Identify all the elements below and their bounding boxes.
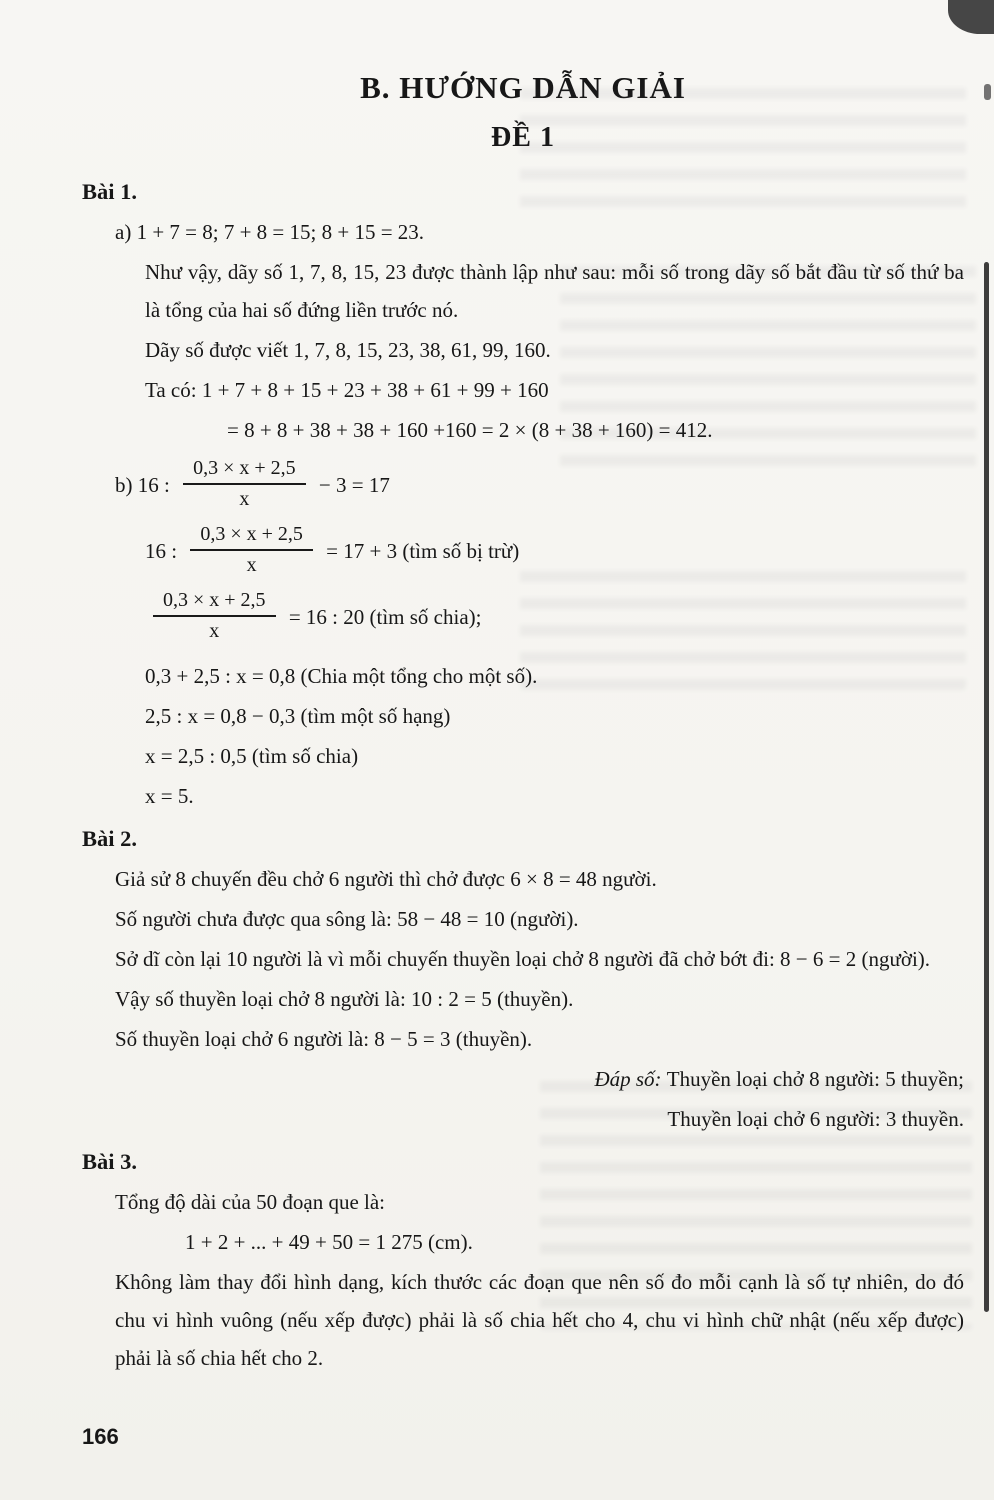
text-line	[82, 253, 964, 329]
text-run: Thuyền loại chở 8 người: 5 thuyền;	[666, 1067, 964, 1091]
text-run: Số thuyền loại chở 6 người là: 8 − 5 = 3 (thuyền).	[115, 1027, 533, 1051]
fraction-denominator: x	[190, 549, 313, 578]
text-line	[82, 657, 964, 695]
text-line	[82, 591, 964, 647]
text-run: Vậy số thuyền loại chở 8 người là: 10 : 2 = 5 (thuyền).	[115, 987, 574, 1011]
text-run: 1 + 2 + ... + 49 + 50 = 1 275 (cm).	[185, 1230, 473, 1254]
text-line	[82, 860, 964, 898]
text-line	[82, 777, 964, 815]
text-run: Không làm thay đổi hình dạng, kích thước các đoạn que nên số đo mỗi cạnh là số tự nhiên, do đó chu vi hình vuông (nếu xếp được) phải là số chia hết cho 4, chu vi hình chữ nhật (nếu xếp được) phải là số chia hết cho 2.	[115, 1270, 964, 1370]
text-line	[82, 459, 964, 515]
page-number: 166	[82, 1424, 119, 1449]
section-heading: Bài 2.	[82, 826, 138, 851]
text-line	[82, 1223, 964, 1261]
text-run: x = 5.	[145, 784, 194, 808]
scan-edge-line	[984, 262, 989, 1312]
text-run: Ta có: 1 + 7 + 8 + 15 + 23 + 38 + 61 + 99 + 160	[145, 378, 549, 402]
section-heading: Bài 3.	[82, 1149, 138, 1174]
text-run: x = 2,5 : 0,5 (tìm số chia)	[145, 744, 359, 768]
fraction-numerator: 0,3 × x + 2,5	[163, 589, 266, 611]
text-line	[82, 697, 964, 735]
fraction-numerator: 0,3 × x + 2,5	[200, 523, 303, 545]
text-run: 2,5 : x = 0,8 − 0,3 (tìm một số hạng)	[145, 704, 451, 728]
text-run: Dãy số được viết 1, 7, 8, 15, 23, 38, 61, 99, 160.	[145, 338, 551, 362]
text-run: Giả sử 8 chuyến đều chở 6 người thì chở được 6 × 8 = 48 người.	[115, 867, 657, 891]
text-run: Như vậy, dãy số 1, 7, 8, 15, 23 được thành lập như sau: mỗi số trong dãy số bắt đầu từ số thứ ba là tổng của hai số đứng liền trước nó.	[145, 260, 964, 322]
text-run: Sở dĩ còn lại 10 người là vì mỗi chuyến thuyền loại chở 8 người đã chở bớt đi: 8 − 6 = 2 (người).	[115, 947, 931, 971]
text-line	[82, 213, 964, 251]
text-line	[82, 1020, 964, 1058]
fraction	[153, 588, 276, 644]
text-run: Thuyền loại chở 6 người: 3 thuyền.	[667, 1107, 964, 1131]
page-subtitle: ĐỀ 1	[491, 122, 555, 153]
text-run: Tổng độ dài của 50 đoạn que là:	[115, 1190, 386, 1214]
scan-edge-mark	[984, 84, 991, 100]
text-line	[82, 411, 964, 449]
text-line	[82, 371, 964, 409]
document-body	[82, 174, 964, 1377]
text-run: 0,3 + 2,5 : x = 0,8 (Chia một tổng cho một số).	[145, 664, 538, 688]
fraction-denominator: x	[153, 615, 276, 644]
text-line	[82, 940, 964, 978]
fraction-numerator: 0,3 × x + 2,5	[193, 457, 296, 479]
text-run: Số người chưa được qua sông là: 58 − 48 = 10 (người).	[115, 907, 579, 931]
text-line	[82, 980, 964, 1018]
scan-corner-shadow	[948, 0, 994, 34]
text-line	[82, 1263, 964, 1377]
text-run: − 3 = 17	[313, 472, 390, 497]
section-heading: Bài 1.	[82, 179, 138, 204]
text-line	[82, 1183, 964, 1221]
text-run: a) 1 + 7 = 8; 7 + 8 = 15; 8 + 15 = 23.	[115, 220, 425, 244]
text-line	[82, 331, 964, 369]
text-run: = 17 + 3 (tìm số bị trừ)	[320, 538, 520, 563]
text-run: = 8 + 8 + 38 + 38 + 160 +160 = 2 × (8 + 38 + 160) = 412.	[227, 418, 713, 442]
fraction	[183, 456, 306, 512]
text-line	[82, 737, 964, 775]
page-title: B. HƯỚNG DẪN GIẢI	[360, 70, 686, 105]
text-line	[82, 1100, 964, 1138]
italic-text: Đáp số:	[594, 1067, 667, 1091]
fraction	[190, 522, 313, 578]
fraction-denominator: x	[183, 483, 306, 512]
text-line	[82, 1060, 964, 1098]
text-line	[82, 900, 964, 938]
text-run: 16 :	[145, 538, 183, 563]
text-run: b) 16 :	[115, 472, 176, 497]
text-line	[82, 525, 964, 581]
text-run: = 16 : 20 (tìm số chia);	[283, 604, 482, 629]
